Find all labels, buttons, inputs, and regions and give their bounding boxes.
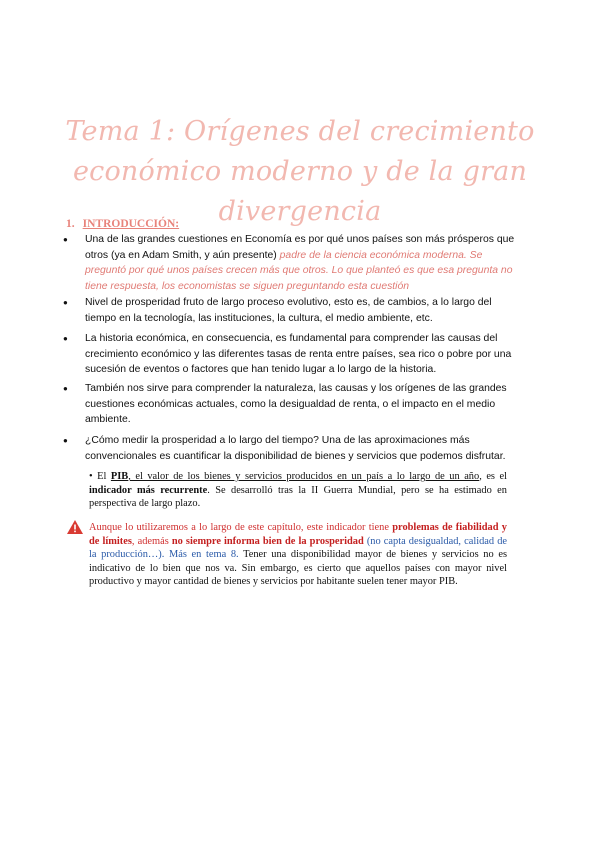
bullet-item-2 — [85, 295, 525, 326]
bullet-text: ¿Cómo medir la prosperidad a lo largo del tiempo? Una de las aproximaciones más convencionales es cuantificar la disponibilidad de bienes y servicios que podemos disfrutar. — [85, 435, 506, 462]
bullet-item-4 — [85, 381, 525, 428]
warning-part-4: no siempre informa bien de la prosperidad — [171, 535, 364, 547]
pib-lead: • El — [89, 471, 111, 482]
bullet-text: Una de las grandes cuestiones en Economía es por qué unos países son más prósperos que otros (ya en Adam Smith, y aún presente) — [85, 234, 515, 261]
bullet-text: Nivel de prosperidad fruto de largo proceso evolutivo, esto es, de cambios, a lo largo del tiempo en la tecnología, las instituciones, la cultura, el medio ambiente, etc. — [85, 297, 492, 324]
pib-def: , el valor de los bienes y servicios producidos en un país a lo largo de un año — [128, 471, 480, 482]
warning-part-2: problemas de fiabilidad y de límites — [89, 522, 507, 547]
pib-strong: indicador más recurrente — [89, 484, 208, 496]
section-label: INTRODUCCIÓN: — [82, 218, 180, 230]
warning-part-1: Aunque lo utilizaremos a lo largo de este capítulo, este indicador tiene — [89, 522, 393, 533]
warning-part-6: Tener una disponibilidad mayor de bienes y servicios no es indicativo de lo bien que nos va. Sin embargo, es cierto que aquellos países con mayor nivel productivo y mayor cantidad de bienes y servicios por habitante suelen tener mayor PIB. — [89, 549, 507, 587]
warning-part-5: (no capta desigualdad, calidad de la producción…). Más en tema 8. — [89, 535, 508, 560]
pib-term: PIB — [110, 471, 129, 482]
warning-icon — [66, 519, 84, 535]
bullet-note: padre de la ciencia económica moderna. Se preguntó por qué unos países crecen más que otros. Lo que planteó es que esa pregunta no tiene respuesta, los economistas se siguen preguntando esta cuestión — [85, 249, 513, 292]
pib-tail: . Se desarrolló tras la II Guerra Mundial, pero se ha estimado en perspectiva de largo plazo. — [89, 484, 507, 509]
pib-mid: , es el — [479, 471, 507, 482]
bullet-text: También nos sirve para comprender la naturaleza, las causas y los orígenes de las grandes cuestiones económicas actuales, como la desigualdad de renta, o el impacto en el medio ambiente. — [85, 383, 507, 425]
bullet-text: La historia económica, en consecuencia, es fundamental para comprender las causas del crecimiento económico y las diferentes tasas de renta entre países, sea rico o pobre por una sucesión de eventos o factores que han tenido lugar a lo largo de la historia. — [85, 333, 512, 375]
section-number: 1. — [66, 218, 75, 230]
pib-definition — [89, 470, 507, 511]
warning-part-3: , además — [131, 535, 172, 547]
bullet-item-5 — [85, 433, 525, 464]
section-heading — [66, 218, 179, 230]
page-title: Tema 1: Orígenes del crecimiento económico moderno y de la gran divergencia — [65, 116, 535, 227]
bullet-item-3 — [85, 331, 525, 378]
warning-note — [89, 521, 507, 589]
bullet-item-1 — [85, 232, 525, 294]
